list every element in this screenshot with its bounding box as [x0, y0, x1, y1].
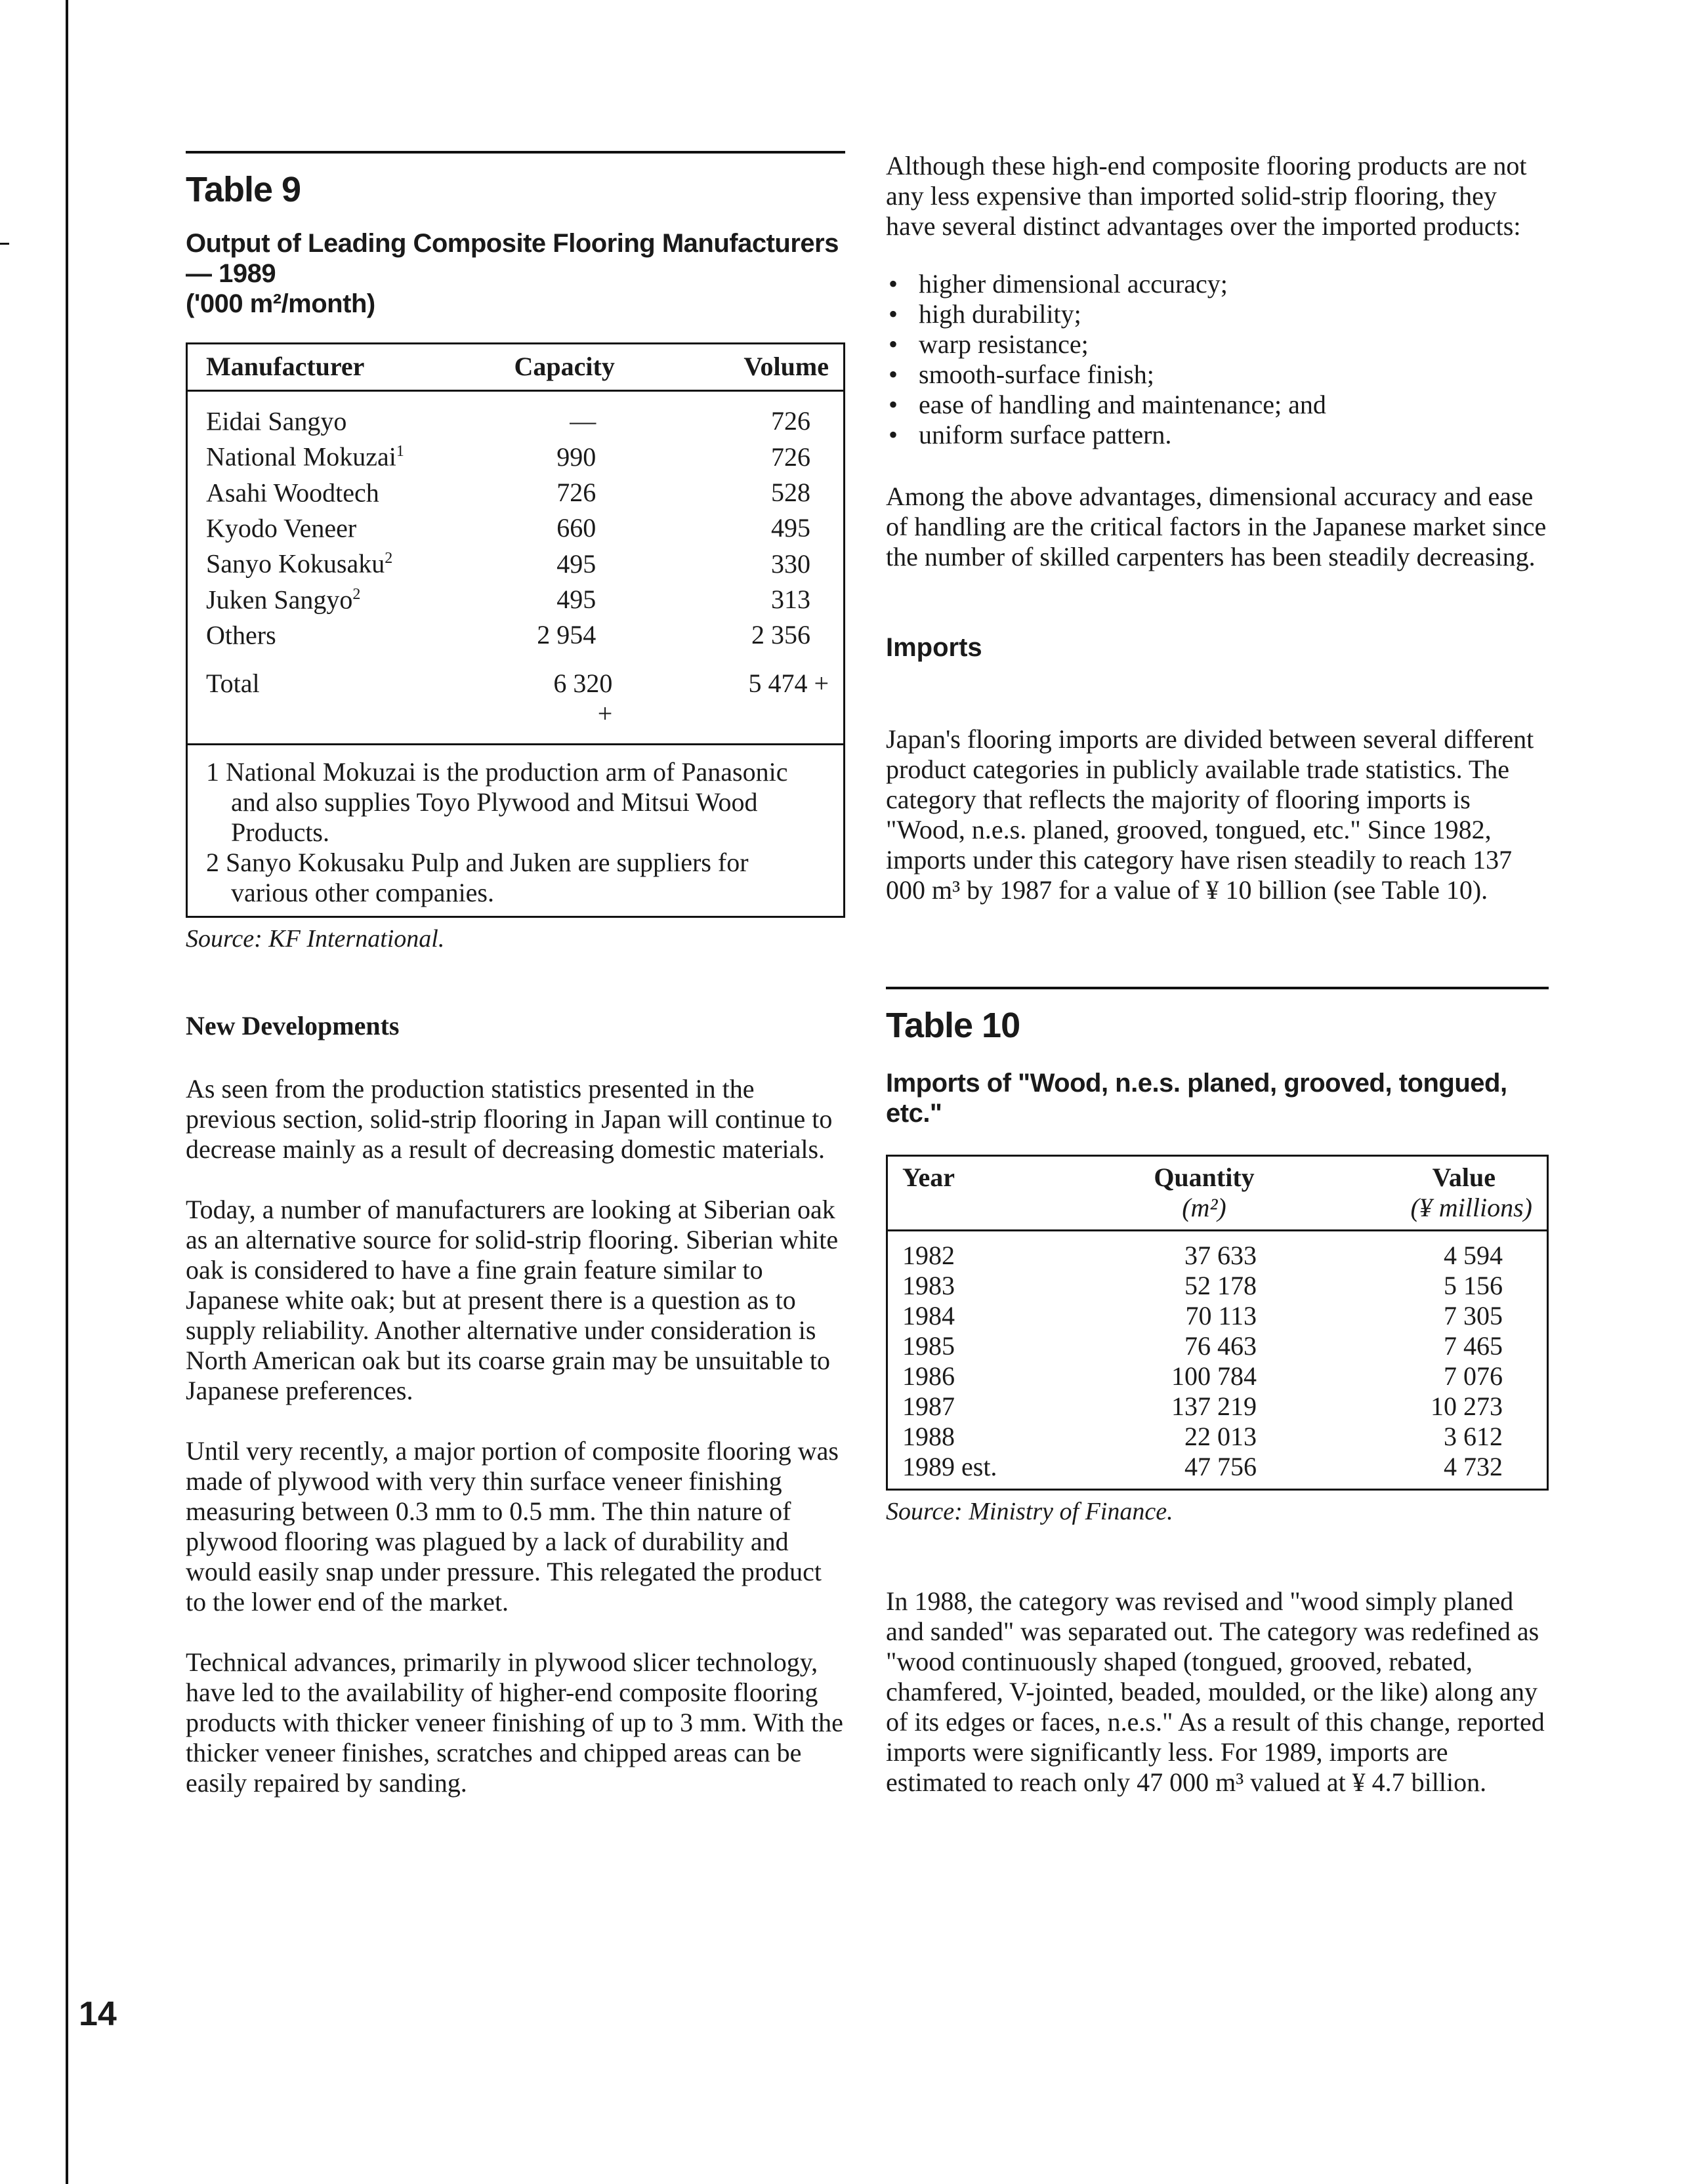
table9-rule — [186, 151, 845, 154]
table10-row — [902, 1361, 1538, 1391]
table10-cell-year: 1987 — [902, 1391, 955, 1421]
table9-cell-volume: 528 — [771, 477, 810, 507]
table9-row — [206, 401, 810, 436]
right-paragraph-1: Although these high-end composite flooring products are not any less expensive than imported solid-strip flooring, they have several distinct advantages over the imported products: — [886, 151, 1527, 241]
table10-cell-quantity: 70 113 — [1185, 1301, 1257, 1330]
advantage-bullet: • smooth-surface finish; — [886, 360, 1549, 390]
table10-cell-year: 1989 est. — [902, 1452, 997, 1481]
imports-heading: Imports — [886, 633, 982, 662]
table9-total-row — [188, 653, 843, 745]
table10-row — [902, 1271, 1538, 1301]
new-developments-heading: New Developments — [186, 1011, 400, 1041]
table10-row — [902, 1301, 1538, 1331]
table9-row — [206, 436, 810, 472]
left-paragraph-2: Today, a number of manufacturers are looking at Siberian oak as an alternative source for solid-strip flooring. Siberian white oak is considered to have a fine grain feature similar to Japanese white oak; but at present there is a question as to supply reliability. Another alternative under consideration is North American oak but its coarse grain may be unsuitable to Japanese preferences. — [186, 1195, 839, 1406]
table10-cell-quantity: 137 219 — [1171, 1391, 1257, 1421]
table10-cell-value: 7 076 — [1444, 1361, 1503, 1391]
table9-caption-line1: Output of Leading Composite Flooring Manufacturers — 1989 — [186, 229, 839, 288]
table10-cell-year: 1983 — [902, 1271, 955, 1300]
table9-header-capacity: Capacity — [514, 352, 615, 381]
table9-cell-capacity: 495 — [556, 548, 596, 579]
table9-cell-capacity: 726 — [556, 477, 596, 507]
table9-cell-volume: 495 — [771, 513, 810, 543]
table9-body — [188, 392, 843, 653]
table10-cell-quantity: 100 784 — [1171, 1361, 1257, 1391]
manufacturer-name: Kyodo Veneer — [206, 513, 357, 543]
manufacturer-name: Sanyo Kokusaku — [206, 548, 385, 579]
table9-header-manufacturer: Manufacturer — [206, 352, 365, 381]
table9-caption — [186, 228, 845, 319]
table10-header-value-label: Value — [1432, 1163, 1496, 1192]
table9-cell-manufacturer — [206, 472, 531, 508]
table10 — [886, 1155, 1549, 1491]
page-number: 14 — [79, 1995, 117, 2033]
table10-header-value-unit: (¥ millions) — [1410, 1193, 1532, 1222]
table9-row — [206, 579, 810, 615]
table9-label: Table 9 — [186, 170, 301, 209]
left-paragraph-4: Technical advances, primarily in plywood slicer technology, have led to the availability of higher-end composite flooring products with thicker veneer finishing of up to 3 mm. With the thicker veneer finishes, scratches and chipped areas can be easily repaired by sanding. — [186, 1647, 843, 1798]
table10-cell-value: 3 612 — [1444, 1422, 1503, 1451]
table10-label: Table 10 — [886, 1006, 1020, 1045]
table10-cell-value: 4 594 — [1444, 1241, 1503, 1270]
advantage-bullet: • ease of handling and maintenance; and — [886, 390, 1549, 420]
table10-cell-year: 1986 — [902, 1361, 955, 1391]
table9-header-row — [188, 344, 843, 392]
advantage-bullet: • higher dimensional accuracy; — [886, 269, 1549, 299]
footnote-marker: 1 — [396, 443, 404, 461]
table10-row — [902, 1422, 1538, 1452]
table9-total-capacity: 6 320 + — [553, 669, 613, 729]
manufacturer-name: Others — [206, 620, 276, 650]
table10-caption: Imports of "Wood, n.e.s. planed, grooved, tongued, etc." — [886, 1069, 1507, 1128]
table10-cell-value: 10 273 — [1431, 1391, 1503, 1421]
footnote-marker: 2 — [352, 585, 361, 603]
table9-cell-volume: 726 — [771, 406, 810, 436]
left-column — [186, 151, 845, 1798]
right-paragraph-3: Japan's flooring imports are divided between several different product categories in publicly available trade statistics. The category that reflects the majority of flooring imports is "Wood, n.e.s. planed, grooved, tongued, etc." Since 1982, imports under this category have risen steadily to reach 137 000 m³ by 1987 for a value of ¥ 10 billion (see Table 10). — [886, 724, 1534, 905]
table10-cell-quantity: 52 178 — [1184, 1271, 1257, 1300]
table10-cell-year: 1988 — [902, 1422, 955, 1451]
table9-cell-capacity: 495 — [556, 584, 596, 614]
table10-cell-quantity: 76 463 — [1184, 1331, 1257, 1361]
table10-source: Source: Ministry of Finance. — [886, 1498, 1173, 1525]
left-paragraph-1: As seen from the production statistics presented in the previous section, solid-strip flooring in Japan will continue to decrease mainly as a result of decreasing domestic materials. — [186, 1074, 833, 1164]
table9-cell-manufacturer — [206, 436, 531, 472]
table10-cell-year: 1984 — [902, 1301, 955, 1330]
manufacturer-name: National Mokuzai — [206, 442, 396, 472]
table10-cell-value: 4 732 — [1444, 1452, 1503, 1481]
footnote-marker: 2 — [385, 550, 393, 567]
table9-cell-manufacturer — [206, 615, 531, 650]
table9-cell-volume: 313 — [771, 584, 810, 614]
table10-header-year: Year — [902, 1163, 955, 1192]
table9-cell-capacity: 990 — [556, 442, 596, 472]
table10-cell-year: 1985 — [902, 1331, 955, 1361]
table9-footnote-2: 2 Sanyo Kokusaku Pulp and Juken are suppliers for various other companies. — [206, 848, 749, 908]
table10-body — [888, 1231, 1547, 1489]
table10-cell-quantity: 47 756 — [1184, 1452, 1257, 1481]
table9-row — [206, 615, 810, 650]
table10-row — [902, 1241, 1538, 1271]
table10-cell-quantity: 37 633 — [1184, 1241, 1257, 1270]
table9 — [186, 342, 845, 918]
margin-tick — [0, 243, 9, 245]
table9-total-label: Total — [206, 669, 260, 699]
table9-cell-capacity: — — [570, 406, 596, 436]
table10-cell-quantity: 22 013 — [1184, 1422, 1257, 1451]
table10-header-row — [888, 1157, 1547, 1231]
table10-header-quantity-label: Quantity — [1154, 1163, 1255, 1192]
table9-row — [206, 508, 810, 543]
advantages-list — [886, 269, 1549, 450]
table10-cell-value: 7 465 — [1444, 1331, 1503, 1361]
table10-header-quantity — [1099, 1162, 1309, 1223]
table9-cell-manufacturer — [206, 508, 531, 543]
table9-cell-volume: 330 — [771, 548, 810, 579]
right-paragraph-2: Among the above advantages, dimensional accuracy and ease of handling are the critical factors in the Japanese market since the number of skilled carpenters has been steadily decreasing. — [886, 482, 1547, 571]
table10-header-quantity-unit: (m²) — [1182, 1193, 1226, 1222]
page-margin-line — [66, 0, 68, 2184]
manufacturer-name: Eidai Sangyo — [206, 406, 347, 436]
table9-cell-volume: 2 356 — [751, 620, 810, 650]
table9-source: Source: KF International. — [186, 925, 445, 953]
table10-cell-value: 5 156 — [1444, 1271, 1503, 1300]
manufacturer-name: Asahi Woodtech — [206, 477, 379, 507]
table9-cell-volume: 726 — [771, 442, 810, 472]
advantage-bullet: • warp resistance; — [886, 329, 1549, 360]
table10-row — [902, 1452, 1538, 1482]
table9-cell-manufacturer — [206, 579, 531, 615]
table9-footnotes — [188, 745, 843, 916]
table10-cell-value: 7 305 — [1444, 1301, 1503, 1330]
table10-cell-year: 1982 — [902, 1241, 955, 1270]
table10-row — [902, 1331, 1538, 1361]
table9-header-volume: Volume — [743, 352, 829, 381]
table9-cell-capacity: 2 954 — [537, 620, 596, 650]
left-paragraph-3: Until very recently, a major portion of composite flooring was made of plywood with very thin surface veneer finishing measuring between 0.3 mm to 0.5 mm. The thin nature of plywood flooring was plagued by a lack of durability and would easily snap under pressure. This relegated the product to the lower end of the market. — [186, 1436, 839, 1617]
table9-footnote-1: 1 National Mokuzai is the production arm of Panasonic and also supplies Toyo Plywood and Mitsui Wood Products. — [206, 757, 788, 848]
advantage-bullet: • high durability; — [886, 299, 1549, 329]
table9-cell-capacity: 660 — [556, 513, 596, 543]
table9-row — [206, 543, 810, 579]
table9-total-volume: 5 474 + — [748, 669, 829, 699]
advantage-bullet: • uniform surface pattern. — [886, 420, 1549, 450]
right-paragraph-4: In 1988, the category was revised and "wood simply planed and sanded" was separated out. The category was redefined as "wood continuously shaped (tongued, grooved, rebated, chamfered, V-jointed, beaded, moulded, or the like) along any of its edges or faces, n.e.s." As a result of this change, reported imports were significantly less. For 1989, imports are estimated to reach only 47 000 m³ valued at ¥ 4.7 billion. — [886, 1586, 1545, 1797]
table9-caption-line2: ('000 m²/month) — [186, 289, 375, 318]
table9-cell-manufacturer — [206, 401, 531, 436]
table10-header-value — [1309, 1162, 1532, 1223]
manufacturer-name: Juken Sangyo — [206, 584, 353, 614]
table10-rule — [886, 987, 1549, 989]
right-column — [886, 151, 1549, 1798]
table9-cell-manufacturer — [206, 543, 531, 579]
table10-row — [902, 1391, 1538, 1422]
table9-row — [206, 472, 810, 508]
